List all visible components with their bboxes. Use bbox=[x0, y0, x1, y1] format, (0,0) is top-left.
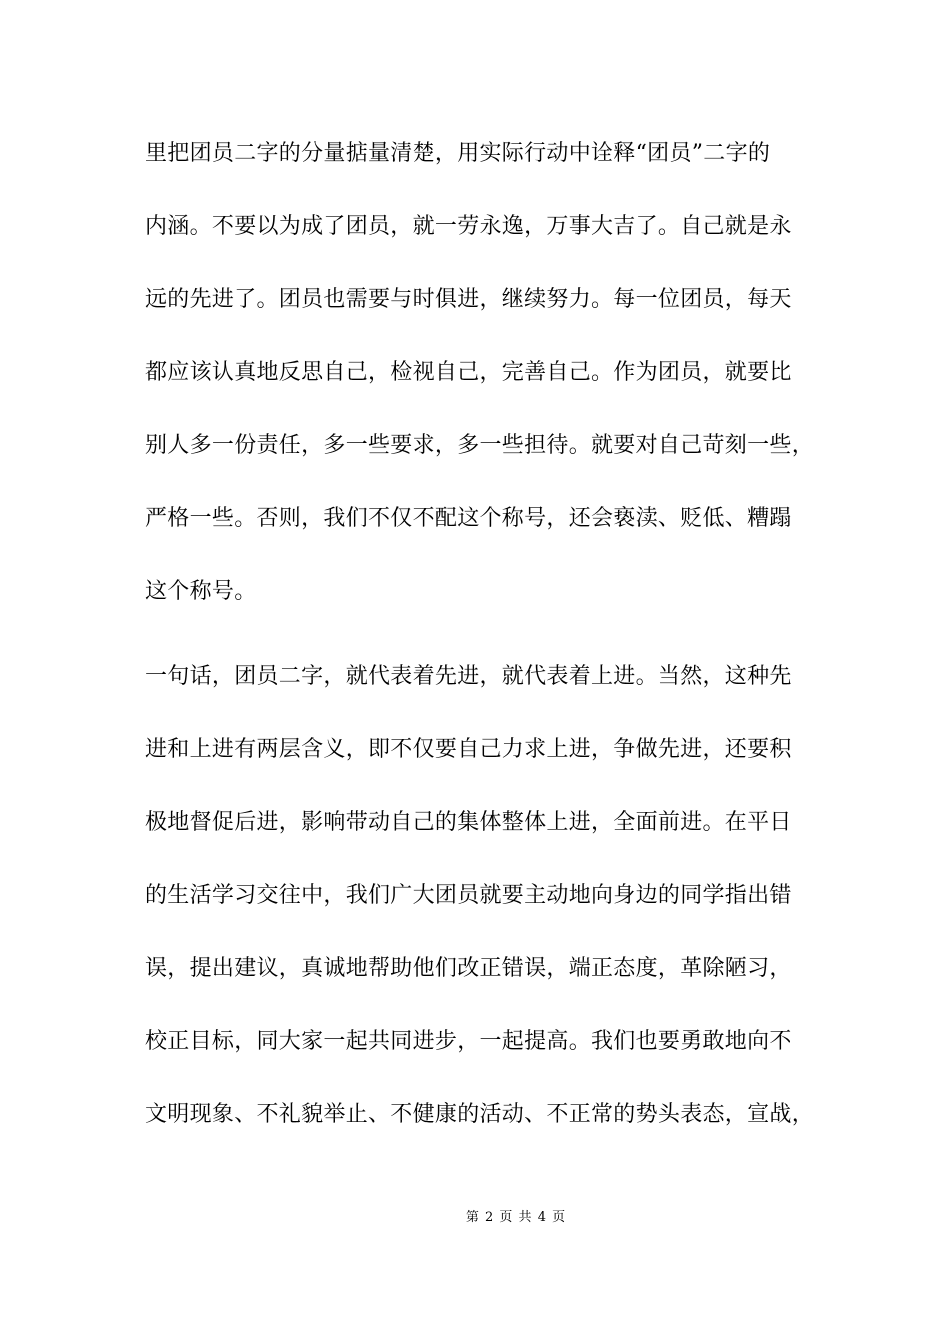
text-line: 极地督促后进，影响带动自己的集体整体上进，全面前进。在平日 bbox=[145, 810, 792, 835]
text-line: 别人多一份责任，多一些要求，多一些担待。就要对自己苛刻一些， bbox=[145, 433, 815, 458]
text-line: 进和上进有两层含义，即不仅要自己力求上进，争做先进，还要积 bbox=[145, 737, 792, 762]
text-line: 这个称号。 bbox=[145, 579, 257, 604]
text-line: 文明现象、不礼貌举止、不健康的活动、不正常的势头表态，宣战， bbox=[145, 1102, 815, 1127]
text-line: 一句话，团员二字，就代表着先进，就代表着上进。当然，这种先 bbox=[145, 664, 792, 689]
text-line: 里把团员二字的分量掂量清楚，用实际行动中诠释“团员”二字的 bbox=[145, 141, 771, 166]
text-line: 误，提出建议，真诚地帮助他们改正错误，端正态度，革除陋习， bbox=[145, 956, 792, 981]
text-line: 的生活学习交往中，我们广大团员就要主动地向身边的同学指出错 bbox=[145, 883, 792, 908]
text-line: 远的先进了。团员也需要与时俱进，继续努力。每一位团员，每天 bbox=[145, 287, 792, 312]
page-number-footer: 第 2 页 共 4 页 bbox=[465, 1210, 567, 1225]
text-line: 内涵。不要以为成了团员，就一劳永逸，万事大吉了。自己就是永 bbox=[145, 214, 792, 239]
text-line: 严格一些。否则，我们不仅不配这个称号，还会亵渎、贬低、糟蹋 bbox=[145, 506, 792, 531]
text-line: 都应该认真地反思自己，检视自己，完善自己。作为团员，就要比 bbox=[145, 360, 792, 385]
text-line: 校正目标，同大家一起共同进步，一起提高。我们也要勇敢地向不 bbox=[145, 1029, 792, 1054]
